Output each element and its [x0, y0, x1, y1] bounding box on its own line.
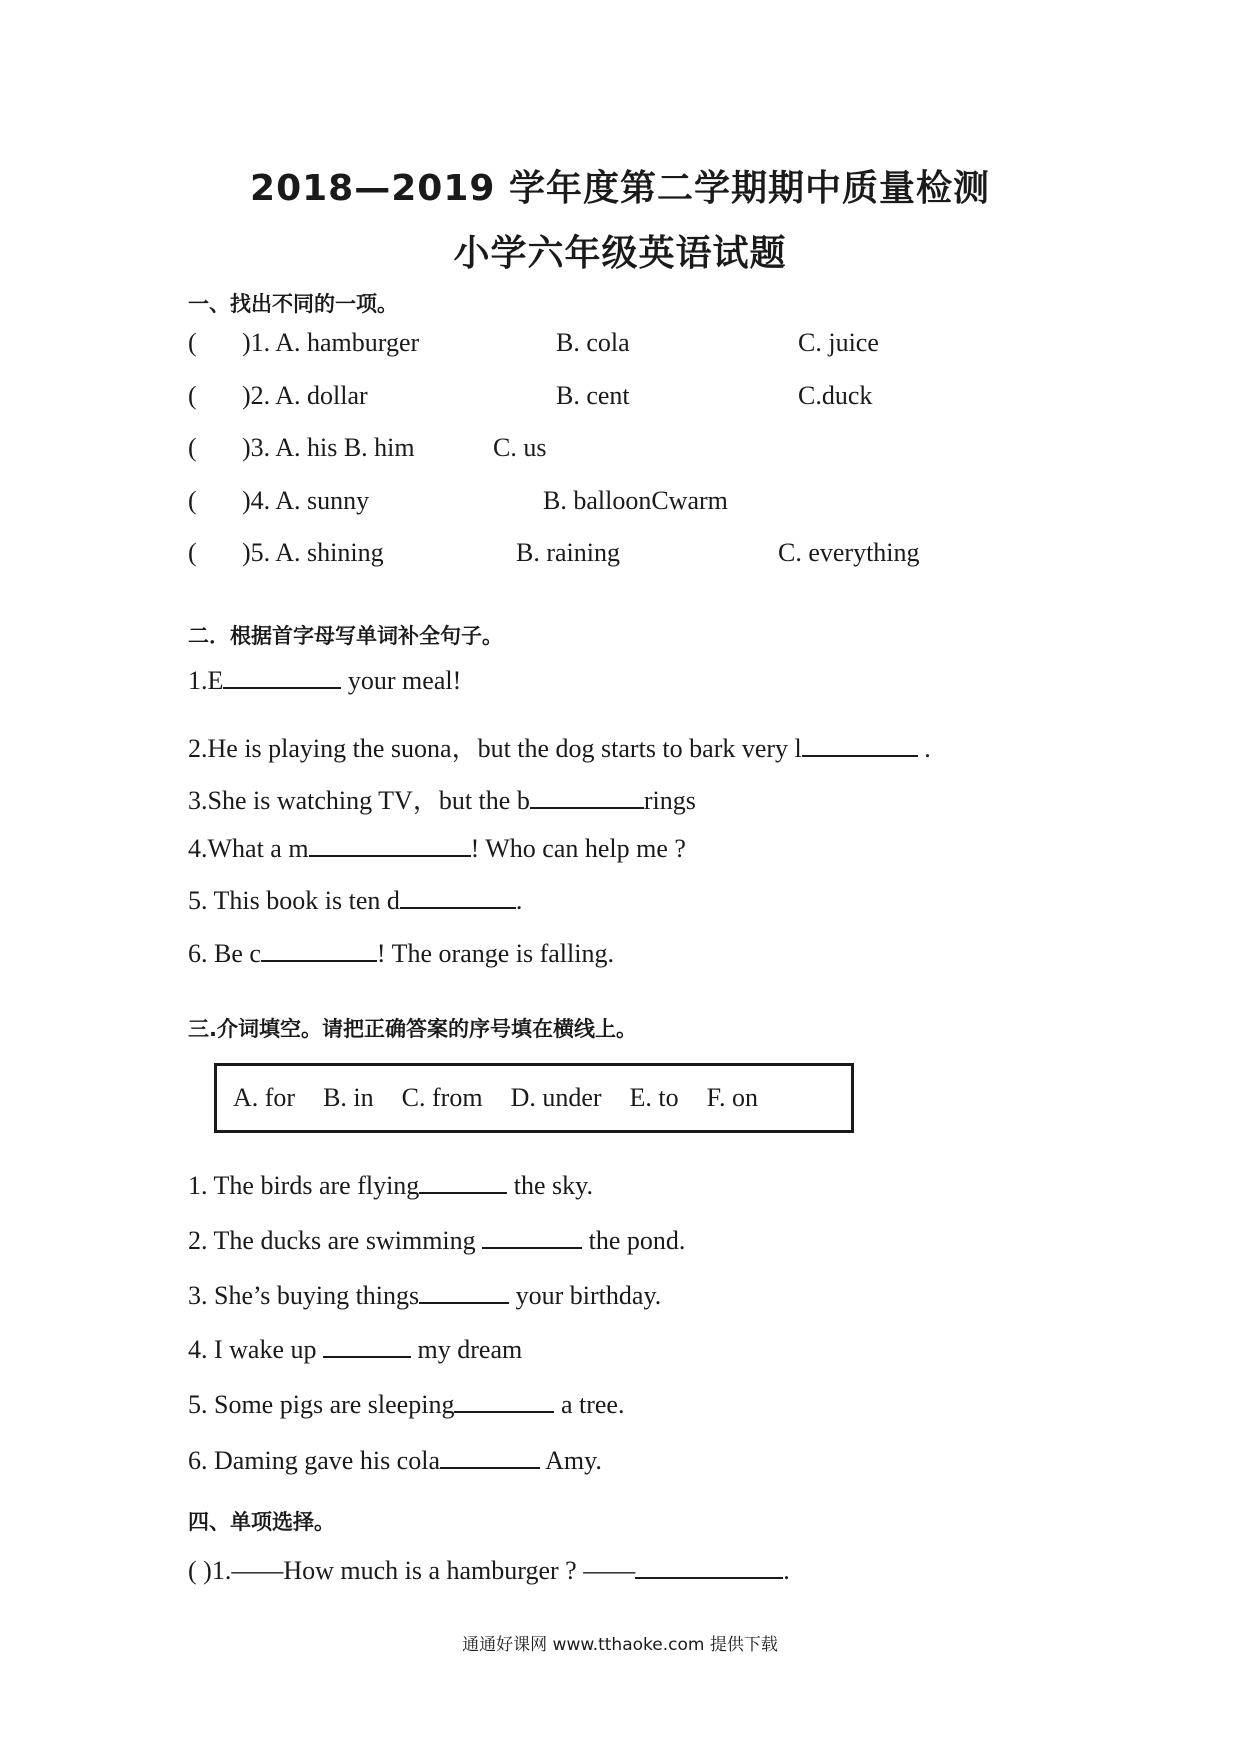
s2-item-2	[188, 728, 931, 765]
answer-paren: (	[188, 328, 197, 357]
answer-paren: (	[188, 538, 197, 567]
s3-item-4	[188, 1334, 522, 1365]
section4-heading: 四、单项选择。	[188, 1510, 335, 1534]
s1-item-1-c: C. juice	[798, 328, 879, 357]
option-a: )2. A. dollar	[242, 381, 368, 410]
option-from: C. from	[401, 1083, 483, 1112]
s1-item-4-b: B. balloonCwarm	[543, 486, 728, 515]
s1-item-3	[188, 433, 415, 463]
sentence-end: ! Who can help me ?	[470, 834, 686, 863]
s2-item-1	[188, 665, 461, 696]
sentence-start: 6. Daming gave his cola	[188, 1446, 440, 1475]
s1-item-1-b: B. cola	[556, 328, 630, 357]
answer-blank[interactable]	[323, 1334, 411, 1358]
options-box	[214, 1063, 854, 1133]
s1-item-5-b: B. raining	[516, 538, 620, 567]
option-a: )1. A. hamburger	[242, 328, 420, 357]
section1-heading: 一、找出不同的一项。	[188, 292, 398, 316]
sentence-end: the sky.	[507, 1171, 593, 1200]
s1-item-2-c: C.duck	[798, 381, 873, 410]
option-a: )3. A. his B. him	[242, 433, 415, 462]
section2-heading: 二．根据首字母写单词补全句子。	[188, 624, 503, 648]
answer-blank[interactable]	[261, 938, 377, 962]
answer-blank[interactable]	[309, 833, 471, 857]
sentence-start: 2.He is playing the suona，but the dog starts to bark very l	[188, 734, 802, 763]
s3-item-5	[188, 1389, 624, 1420]
option-for: A. for	[233, 1083, 296, 1112]
sentence-start: 6. Be c	[188, 939, 261, 968]
sentence-start: 3.She is watching TV，but the b	[188, 786, 530, 815]
option-on: F. on	[706, 1083, 759, 1112]
sentence-start: 4.What a m	[188, 834, 309, 863]
option-a: )5. A. shining	[242, 538, 384, 567]
sentence-end: my dream	[411, 1335, 523, 1364]
s2-item-6	[188, 938, 614, 969]
answer-blank[interactable]	[419, 1170, 507, 1194]
footer-source: 通通好课网 www.tthaoke.com 提供下载	[462, 1635, 778, 1655]
s1-item-4	[188, 486, 369, 516]
exam-title: 2018—2019 学年度第二学期期中质量检测	[250, 168, 990, 209]
answer-blank[interactable]	[530, 785, 644, 809]
s1-item-5	[188, 538, 384, 568]
sentence-start: 3. She’s buying things	[188, 1281, 420, 1310]
answer-blank[interactable]	[635, 1555, 783, 1579]
sentence-end: ! The orange is falling.	[376, 939, 614, 968]
answer-blank[interactable]	[419, 1280, 509, 1304]
answer-blank[interactable]	[482, 1225, 582, 1249]
sentence-end: rings	[643, 786, 696, 815]
s3-item-3	[188, 1280, 661, 1311]
sentence-start: 4. I wake up	[188, 1335, 324, 1364]
answer-blank[interactable]	[802, 733, 918, 757]
s3-item-6	[188, 1445, 602, 1476]
sentence-end: your meal!	[341, 666, 462, 695]
question-text: ( )1.——How much is a hamburger ? ——	[188, 1556, 636, 1585]
section3-heading: 三.介词填空。请把正确答案的序号填在横线上。	[188, 1017, 637, 1041]
option-a: )4. A. sunny	[242, 486, 370, 515]
s1-item-2	[188, 381, 368, 411]
s1-item-5-c: C. everything	[778, 538, 920, 567]
option-under: D. under	[510, 1083, 602, 1112]
sentence-start: 1.E	[188, 666, 224, 695]
s2-item-4	[188, 833, 686, 864]
s3-item-2	[188, 1225, 685, 1256]
answer-blank[interactable]	[400, 885, 516, 909]
answer-blank[interactable]	[223, 665, 341, 689]
option-in: B. in	[323, 1083, 374, 1112]
sentence-end: .	[515, 886, 523, 915]
s4-item-1	[188, 1555, 790, 1586]
sentence-end: .	[783, 1556, 790, 1585]
s2-item-5	[188, 885, 522, 916]
sentence-end: the pond.	[582, 1226, 686, 1255]
sentence-end: a tree.	[554, 1390, 625, 1419]
s1-item-2-b: B. cent	[556, 381, 630, 410]
sentence-start: 2. The ducks are swimming	[188, 1226, 483, 1255]
option-to: E. to	[629, 1083, 679, 1112]
sentence-start: 1. The birds are flying	[188, 1171, 420, 1200]
s2-item-3	[188, 780, 696, 817]
answer-paren: (	[188, 381, 197, 410]
s1-item-3-b: C. us	[493, 433, 547, 462]
answer-blank[interactable]	[454, 1389, 554, 1413]
exam-subtitle: 小学六年级英语试题	[453, 233, 787, 274]
answer-paren: (	[188, 433, 197, 462]
s3-item-1	[188, 1170, 593, 1201]
sentence-end: your birthday.	[509, 1281, 662, 1310]
s1-item-1	[188, 328, 419, 358]
sentence-end: Amy.	[540, 1446, 602, 1475]
answer-blank[interactable]	[440, 1445, 540, 1469]
answer-paren: (	[188, 486, 197, 515]
sentence-start: 5. Some pigs are sleeping	[188, 1390, 455, 1419]
sentence-start: 5. This book is ten d	[188, 886, 400, 915]
sentence-end: .	[917, 734, 931, 763]
